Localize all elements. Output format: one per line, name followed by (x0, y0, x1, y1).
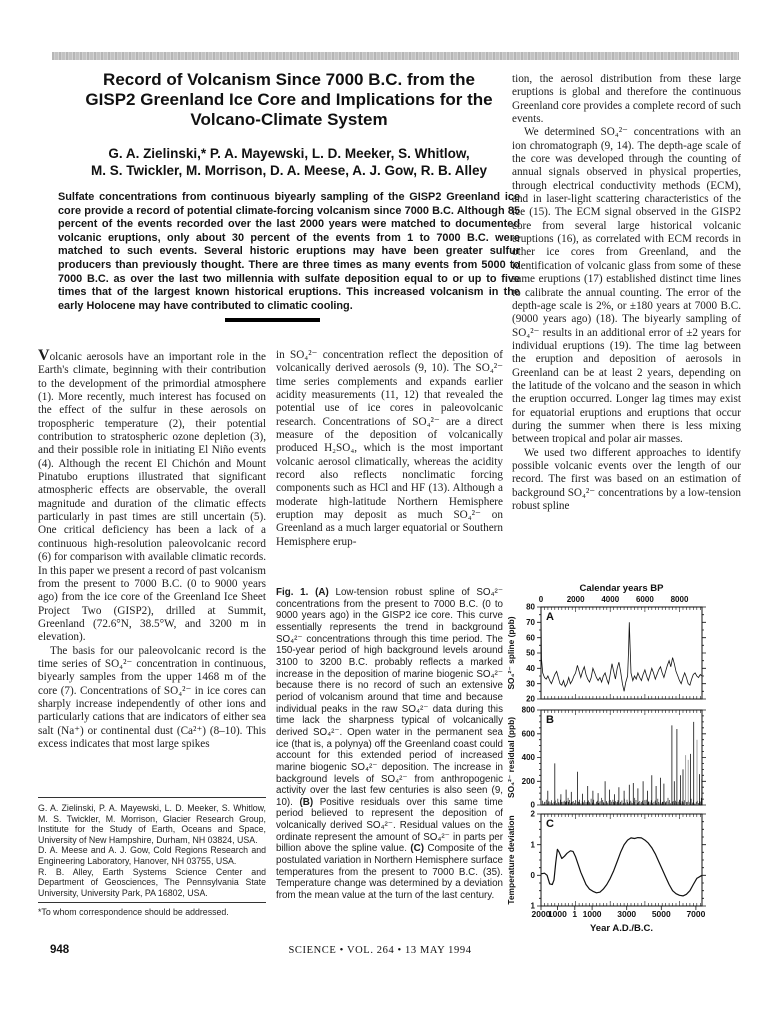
svg-text:800: 800 (521, 705, 535, 715)
title-line-2: GISP2 Greenland Ice Core and Implications for the (85, 90, 493, 109)
page-number: 948 (50, 944, 70, 956)
author-list (58, 145, 520, 179)
caption-panel-c-label: (C) (410, 843, 424, 855)
svg-text:4000: 4000 (601, 595, 620, 604)
body-column-middle (276, 349, 503, 549)
abstract: Sulfate concentrations from continuous biyearly sampling of the GISP2 Greenland ice core provide a record of potential climate-forcing volcanism since 7000 B.C. Although 85 percent of the events recorded over the last 2000 years were matched to documented volcanic eruptions, only about 30 percent of the events from 1 to 7000 B.C. were matched to such events. Several historic eruptions may have been greater sulfur producers than previously thought. There are three times as many events from 5000 to 7000 B.C. as over the last two millennia with sulfate deposition equal to or up to five times that of the largest known historical eruptions. This increased volcanism in the early Holocene may have contributed to climatic cooling. (58, 191, 520, 312)
affiliation-top-rule (38, 797, 266, 798)
svg-text:0: 0 (530, 800, 535, 810)
caption-panel-b-label: (B) (299, 796, 314, 808)
svg-text:1: 1 (530, 840, 535, 850)
svg-text:C: C (546, 818, 554, 830)
paragraph: Volcanic aerosols have an important role in the Earth's climate, beginning with their contribution to the development of the primordial atmosphere (1). More recently, much interest has focused on the effect of the sulfur in these aerosols on tropospheric temperature (2), their potential contribution to stratospheric ozone depletion (3), and their possible role in initiating El Niño events (4). Although the recent El Chichón and Mount Pinatubo eruptions illustrated that significant atmospheric effects are observable, the overall magnitude and duration of the climatic effects particularly in past times are still uncertain (5). One critical deficiency has been a lack of a continuous high-resolution paleovolcanic record (6) for comparison with available climatic records. In this paper we present a record of past volcanism from the present to 7000 B.C. (0 to 9000 years ago) from the ice core of the Greenland Ice Sheet Project Two (GISP2), drilled at Summit, Greenland (72.6°N, 38.5°W, and 3200 m in elevation). (38, 347, 266, 644)
caption-label: Fig. 1. (A) (276, 587, 329, 598)
svg-text:6000: 6000 (635, 595, 654, 604)
paragraph: The basis for our paleovolcanic record is the time series of SO₄²⁻ concentration in continuous, biyearly samples from the upper 1468 m of the core (7). Concentrations of SO₄²⁻ in ice cores can sharply increase independently of other ions and particularly cations that are indicators of either sea salt (Na⁺) or continental dust (Ca²⁺) (8–10). This excess indicates that most large spikes (38, 644, 266, 750)
svg-text:5000: 5000 (651, 909, 671, 919)
svg-text:8000: 8000 (670, 595, 689, 604)
svg-text:1000: 1000 (547, 909, 567, 919)
section-divider-rule (225, 318, 320, 322)
article-title (58, 70, 520, 130)
svg-text:80: 80 (526, 602, 535, 612)
drop-cap: V (38, 347, 50, 364)
paragraph: We determined SO₄²⁻ concentrations with an ion chromatograph (9, 14). The depth-age scale of the core was developed through the counting of annual signals observed in physical properties, through electrical conductivity methods (ECM), and in laser-light scattering characteristics of the ice (15). The ECM signal observed in the GISP2 core from several large historical volcanic eruptions (16), as correlated with ECM records in other ice cores from Greenland, and the identification of volcanic glass from some of these same eruptions (17) established distinct time lines to calibrate the annual counting. The error of the depth-age scale is 2%, or ±180 years at 7000 B.C. (9000 years ago) (18). The biyearly sampling of SO₄²⁻ results in an additional error of ±2 years for individual eruptions (19). The time lag between the eruption and deposition of aerosols in Greenland can be at least 2 years, depending on the latitude of the volcano and the season in which the eruption occurred. Longer lag times may exist for equatorial eruptions and eruptions that occur during the summer when there is less mixing between tropical and polar air masses. (512, 126, 741, 446)
svg-text:2000: 2000 (566, 595, 585, 604)
figure-1-chart (505, 580, 745, 980)
svg-text:1: 1 (530, 901, 535, 911)
svg-text:SO₄²⁻ spline (ppb): SO₄²⁻ spline (ppb) (506, 616, 516, 690)
svg-text:SO₄²⁻ residual (ppb): SO₄²⁻ residual (ppb) (506, 717, 516, 798)
body-column-left (38, 349, 266, 751)
svg-text:50: 50 (526, 648, 535, 658)
svg-text:7000: 7000 (686, 909, 706, 919)
svg-text:600: 600 (521, 729, 535, 739)
body-column-right (512, 73, 741, 513)
article-header (58, 70, 520, 313)
svg-text:2: 2 (530, 809, 535, 819)
svg-text:1: 1 (572, 909, 578, 919)
svg-text:Year A.D./B.C.: Year A.D./B.C. (589, 923, 654, 934)
author-line-2: M. S. Twickler, M. Morrison, D. A. Meese, A. J. Gow, R. B. Alley (90, 163, 488, 178)
correspondence-footnote: *To whom correspondence should be addressed. (38, 907, 229, 918)
paragraph: in SO₄²⁻ concentration reflect the deposition of volcanically derived aerosols (9, 10). The SO₄²⁻ time series complements and expands earlier acidity measurements (11, 12) that revealed the potential use of ice cores in paleovolcanic research. Concentrations of SO₄²⁻ are a direct measure of the deposition of volcanically produced H₂SO₄, which is the most important volcanic aerosol climatically, whereas the acidity record also reflects nonclimatic forcing components such as HCl and HF (13). Although a moderate high-latitude Northern Hemisphere eruption may deposit as much SO₄²⁻ on Greenland as a much larger equatorial or Southern Hemisphere erup- (276, 349, 503, 548)
affiliation: G. A. Zielinski, P. A. Mayewski, L. D. Meeker, S. Whitlow, M. S. Twickler, M. Morrison, Glacier Research Group, Institute for the Study of Earth, Oceans and Space, University of New Hampshire, Durham, NH 03824, USA. (38, 803, 266, 845)
paragraph: We used two different approaches to identify possible volcanic events over the length of our record. The first was based on an estimation of background SO₄²⁻ concentrations by a low-tension robust spline (512, 446, 741, 512)
figure-1-caption: Fig. 1. (A) Low-tension robust spline of SO₄²⁻ concentrations from the present to 7000 B.C. (0 to 9000 years ago) in the GISP2 ice core. This curve essentially represents the trend in background SO₄²⁻ concentrations through this time period. The 150-year period of high background levels around 3100 to 3200 B.C. probably reflects a marked increase in the deposition of marine biogenic SO₄²⁻ because there is no record of such an extensive period of volcanism around that time and because individual peaks in the raw SO₄²⁻ data during this time lack the sharpness typical of volcanically derived SO₄²⁻. Open water in the permanent sea ice (that is, a polynya) off the Greenland coast could account for this extended period of increased marine biogenic SO₄²⁻ deposition. The increase in background levels of SO₄²⁻ from anthropogenic activity over the last few centuries is also seen (9, 10). (B) Positive residuals over this same time period believed to represent the deposition of volcanically derived SO₄²⁻. Residual values on the ordinate represent the amount of SO₄²⁻ in parts per billion above the spline value. (C) Composite of the postulated variation in Northern Hemisphere surface temperatures from the present to 7000 B.C. (35). Temperature change was determined by a deviation from the mean value at the turn of the last century. (276, 587, 504, 902)
svg-text:0: 0 (530, 870, 535, 880)
figure-1-svg (505, 580, 745, 980)
affiliations-block (38, 797, 266, 918)
decorative-header-bar (52, 52, 739, 60)
svg-text:400: 400 (521, 753, 535, 763)
footnote-rule (38, 902, 266, 903)
svg-text:30: 30 (526, 679, 535, 689)
svg-text:1000: 1000 (582, 909, 602, 919)
svg-text:A: A (546, 611, 554, 623)
title-line-1: Record of Volcanism Since 7000 B.C. from the (103, 70, 475, 89)
svg-text:Temperature deviation: Temperature deviation (506, 815, 516, 905)
svg-text:2000: 2000 (531, 909, 551, 919)
svg-text:3000: 3000 (617, 909, 637, 919)
svg-text:B: B (546, 714, 554, 726)
affiliation: R. B. Alley, Earth Systems Science Center and Department of Geosciences, The Pennsylvania State University, University Park, PA 16802, USA. (38, 866, 266, 898)
author-line-1: G. A. Zielinski,* P. A. Mayewski, L. D. Meeker, S. Whitlow, (108, 146, 470, 161)
svg-text:70: 70 (526, 617, 535, 627)
journal-footer: SCIENCE • VOL. 264 • 13 MAY 1994 (288, 945, 472, 956)
affiliation: D. A. Meese and A. J. Gow, Cold Regions Research and Engineering Laboratory, Hanover, NH 03755, USA. (38, 845, 266, 866)
svg-text:40: 40 (526, 663, 535, 673)
title-line-3: Volcano-Climate System (190, 110, 388, 129)
svg-text:200: 200 (521, 776, 535, 786)
svg-text:0: 0 (538, 595, 544, 604)
paragraph: tion, the aerosol distribution from these large eruptions is global and therefore the continuous Greenland core provides a complete record of such events. (512, 73, 741, 126)
svg-text:20: 20 (526, 694, 535, 704)
svg-text:60: 60 (526, 633, 535, 643)
svg-text:Calendar years BP: Calendar years BP (579, 583, 664, 594)
